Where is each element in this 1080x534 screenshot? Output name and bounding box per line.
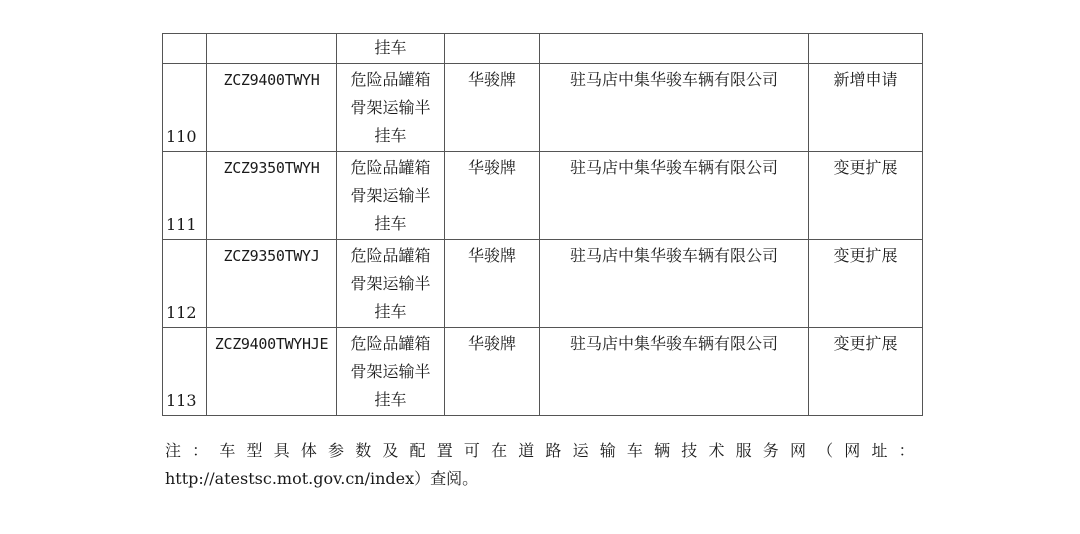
cell-vehicle-name <box>337 240 445 328</box>
cell-manufacturer <box>540 34 809 64</box>
cell-model: ZCZ9350TWYJ <box>207 240 337 328</box>
cell-vehicle-name <box>337 34 445 64</box>
cell-vehicle-name <box>337 328 445 416</box>
vehicle-name-line: 骨架运输半 <box>350 186 431 205</box>
cell-brand: 华骏牌 <box>445 240 540 328</box>
cell-vehicle-name <box>337 64 445 152</box>
cell-vehicle-name <box>337 152 445 240</box>
table-row <box>163 152 923 240</box>
cell-model: ZCZ9400TWYHJE <box>207 328 337 416</box>
footnote-char: 路 <box>545 441 562 460</box>
cell-number: 111 <box>163 152 207 240</box>
footnote-char: 型 <box>246 441 263 460</box>
vehicle-name-line: 危险品罐箱 <box>350 334 431 353</box>
vehicle-name-line: 挂车 <box>374 302 407 321</box>
cell-number: 110 <box>163 64 207 152</box>
footnote-char: ： <box>192 441 209 460</box>
footnote-char: 置 <box>436 441 453 460</box>
footnote-char: 车 <box>219 441 236 460</box>
footnote-char: 在 <box>491 441 508 460</box>
footnote-char: 网 <box>789 441 806 460</box>
footnote-char: 服 <box>735 441 752 460</box>
vehicle-name-line: 挂车 <box>374 38 407 57</box>
cell-manufacturer: 驻马店中集华骏车辆有限公司 <box>540 152 809 240</box>
footnote-char: 务 <box>762 441 779 460</box>
cell-brand: 华骏牌 <box>445 152 540 240</box>
cell-application-type: 变更扩展 <box>809 328 923 416</box>
cell-application-type <box>809 34 923 64</box>
vehicle-name-line: 骨架运输半 <box>350 274 431 293</box>
cell-manufacturer: 驻马店中集华骏车辆有限公司 <box>540 240 809 328</box>
cell-model: ZCZ9350TWYH <box>207 152 337 240</box>
cell-model <box>207 34 337 64</box>
vehicle-name-line: 挂车 <box>374 126 407 145</box>
footnote <box>165 437 915 493</box>
table-row <box>163 64 923 152</box>
footnote-char: 车 <box>626 441 643 460</box>
vehicle-name-line: 危险品罐箱 <box>350 158 431 177</box>
footnote-char: 体 <box>300 441 317 460</box>
cell-application-type: 变更扩展 <box>809 240 923 328</box>
vehicle-name-line: 挂车 <box>374 214 407 233</box>
cell-manufacturer: 驻马店中集华骏车辆有限公司 <box>540 64 809 152</box>
cell-application-type: 新增申请 <box>809 64 923 152</box>
footnote-line-2: http://atestsc.mot.gov.cn/index）查阅。 <box>165 469 479 488</box>
footnote-char: 输 <box>599 441 616 460</box>
footnote-char: 网 <box>844 441 861 460</box>
cell-model: ZCZ9400TWYH <box>207 64 337 152</box>
vehicle-name-line: 骨架运输半 <box>350 98 431 117</box>
footnote-char: 辆 <box>654 441 671 460</box>
footnote-char: 及 <box>382 441 399 460</box>
vehicle-name-line: 挂车 <box>374 390 407 409</box>
footnote-char: （ <box>817 441 834 460</box>
cell-manufacturer: 驻马店中集华骏车辆有限公司 <box>540 328 809 416</box>
footnote-char: 址 <box>871 441 888 460</box>
table-row-continued <box>163 34 923 64</box>
cell-brand: 华骏牌 <box>445 64 540 152</box>
footnote-char: 数 <box>355 441 372 460</box>
footnote-char: 参 <box>328 441 345 460</box>
footnote-char: 术 <box>708 441 725 460</box>
footnote-char: 道 <box>518 441 535 460</box>
cell-number: 112 <box>163 240 207 328</box>
footnote-char: 运 <box>572 441 589 460</box>
cell-brand <box>445 34 540 64</box>
cell-number: 113 <box>163 328 207 416</box>
table-row <box>163 240 923 328</box>
vehicle-name-line: 骨架运输半 <box>350 362 431 381</box>
vehicle-name-line: 危险品罐箱 <box>350 70 431 89</box>
cell-number <box>163 34 207 64</box>
vehicle-name-line: 危险品罐箱 <box>350 246 431 265</box>
footnote-char: 配 <box>409 441 426 460</box>
table-row <box>163 328 923 416</box>
footnote-line-1 <box>165 437 915 465</box>
footnote-char: ： <box>898 441 915 460</box>
footnote-char: 可 <box>463 441 480 460</box>
footnote-char: 注 <box>165 441 182 460</box>
vehicle-table <box>162 33 923 416</box>
footnote-char: 技 <box>681 441 698 460</box>
cell-application-type: 变更扩展 <box>809 152 923 240</box>
footnote-char: 具 <box>273 441 290 460</box>
cell-brand: 华骏牌 <box>445 328 540 416</box>
